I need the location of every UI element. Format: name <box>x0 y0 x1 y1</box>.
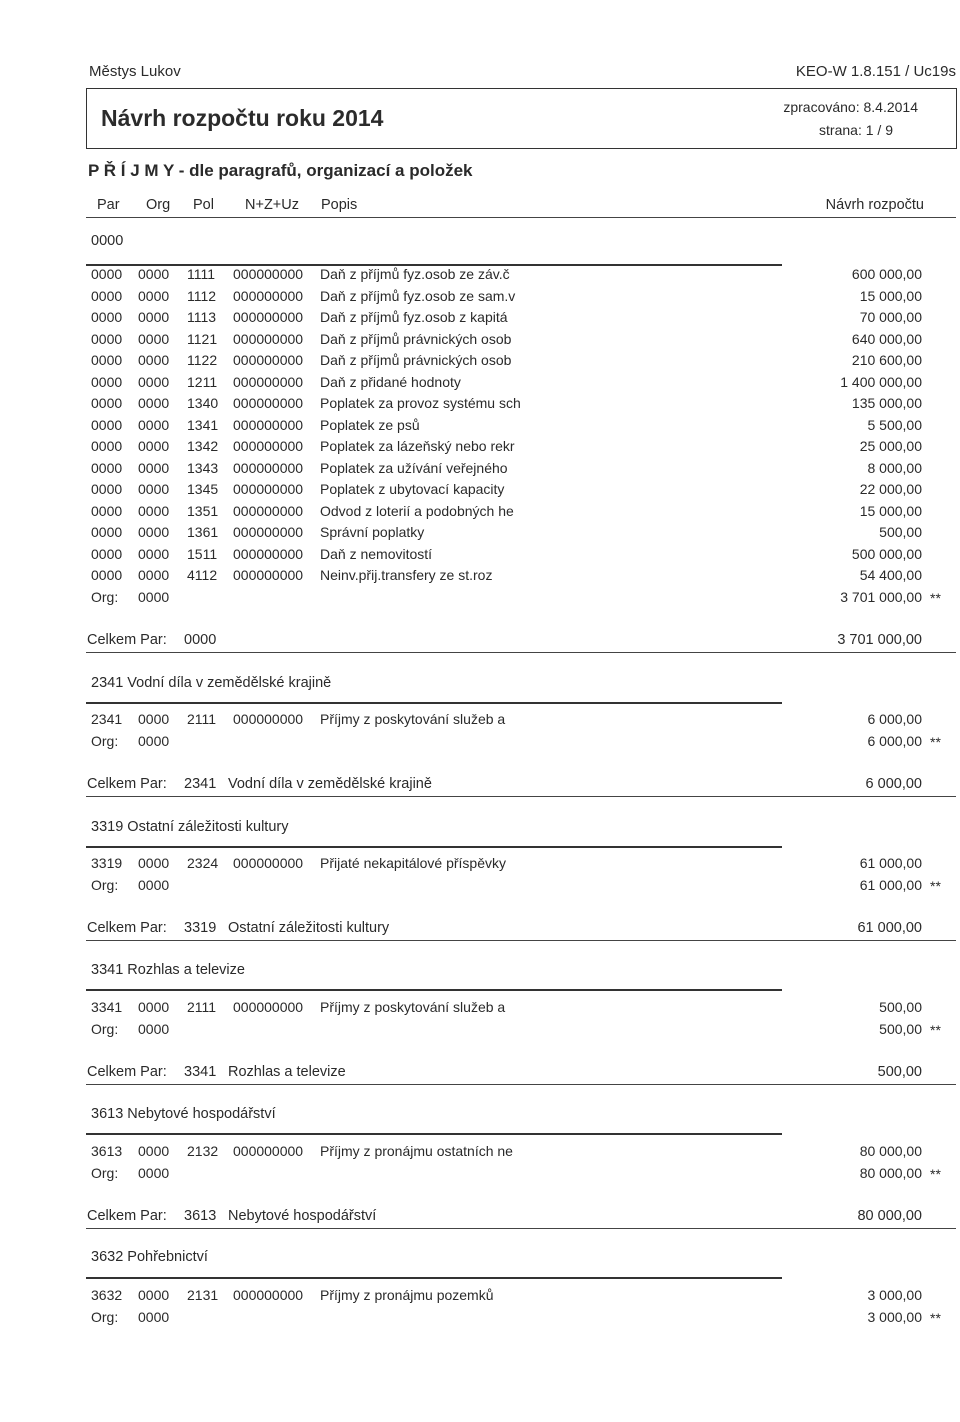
row-nzu: 000000000 <box>233 266 304 282</box>
row-pol: 1361 <box>187 524 219 540</box>
par-total-name: Nebytové hospodářství <box>228 1208 377 1224</box>
group-heading: 2341 Vodní díla v zemědělské krajině <box>91 675 332 691</box>
col-header-org: Org <box>146 197 171 213</box>
row-amount: 640 000,00 <box>851 330 922 347</box>
row-nzu: 000000000 <box>233 352 304 368</box>
row-org: 0000 <box>138 711 170 727</box>
table-row <box>91 288 791 308</box>
row-org: 0000 <box>138 1143 170 1159</box>
org-total-amount: 80 000,00 <box>859 1164 922 1181</box>
table-row <box>91 855 791 875</box>
row-pol: 1341 <box>187 416 219 433</box>
row-org: 0000 <box>138 352 170 368</box>
row-org: 0000 <box>138 481 170 497</box>
table-row <box>91 546 791 566</box>
row-pol: 2131 <box>187 1287 219 1303</box>
row-amount: 500,00 <box>879 999 922 1015</box>
row-par: 2341 <box>91 711 123 727</box>
org-total-amount: 61 000,00 <box>859 876 922 893</box>
row-par: 0000 <box>91 416 123 433</box>
org-total-amount: 500,00 <box>879 1020 922 1037</box>
row-par: 0000 <box>91 373 123 390</box>
row-nzu: 000000000 <box>233 502 304 519</box>
row-nzu: 000000000 <box>233 309 304 325</box>
page-title: Návrh rozpočtu roku 2014 <box>101 105 384 131</box>
org-total-amount: 6 000,00 <box>867 732 922 749</box>
row-pol: 1340 <box>187 395 219 411</box>
par-total-divider <box>86 940 956 941</box>
table-row <box>91 417 791 437</box>
org-total-mark: ** <box>930 1021 941 1038</box>
par-total-par: 2341 <box>184 776 217 792</box>
row-popis: Daň z příjmů fyz.osob ze sam.v <box>320 287 516 304</box>
row-par: 0000 <box>91 330 123 347</box>
group-heading: 3319 Ostatní záležitosti kultury <box>91 819 289 835</box>
row-popis: Daň z příjmů fyz.osob z kapitá <box>320 309 508 325</box>
row-par: 3341 <box>91 999 123 1015</box>
row-nzu: 000000000 <box>233 416 304 433</box>
row-pol: 1511 <box>187 545 218 562</box>
org-total-mark: ** <box>930 733 941 750</box>
row-pol: 1121 <box>187 330 218 347</box>
row-org: 0000 <box>138 266 170 282</box>
row-amount: 15 000,00 <box>859 287 922 304</box>
row-popis: Příjmy z pronájmu pozemků <box>320 1287 494 1303</box>
row-par: 0000 <box>91 567 123 583</box>
row-org: 0000 <box>138 416 170 433</box>
row-amount: 25 000,00 <box>859 438 922 454</box>
par-total-label: Celkem Par: <box>87 632 167 648</box>
row-popis: Daň z nemovitostí <box>320 545 433 562</box>
group-heading-divider <box>86 1133 782 1135</box>
row-amount: 500 000,00 <box>851 545 922 562</box>
row-org: 0000 <box>138 1287 170 1303</box>
row-popis: Odvod z loterií a podobných he <box>320 502 514 519</box>
par-total-amount: 61 000,00 <box>857 920 922 936</box>
par-total-label: Celkem Par: <box>87 1064 167 1080</box>
par-total-name: Ostatní záležitosti kultury <box>228 920 390 936</box>
row-popis: Přijaté nekapitálové příspěvky <box>320 855 506 871</box>
org-total-amount: 3 701 000,00 <box>840 588 922 605</box>
table-row <box>91 1287 791 1307</box>
row-nzu: 000000000 <box>233 330 304 347</box>
row-popis: Daň z příjmů právnických osob <box>320 330 512 347</box>
row-org: 0000 <box>138 287 170 304</box>
group-heading-divider <box>86 1277 782 1279</box>
row-pol: 1111 <box>187 266 216 282</box>
col-header-pol: Pol <box>193 197 214 213</box>
row-amount: 54 400,00 <box>859 567 922 583</box>
row-par: 0000 <box>91 459 123 476</box>
row-par: 3613 <box>91 1143 123 1159</box>
org-total-label: Org: <box>91 1164 119 1181</box>
org-total-org: 0000 <box>138 588 170 605</box>
row-par: 0000 <box>91 502 123 519</box>
row-org: 0000 <box>138 999 170 1015</box>
org-total-label: Org: <box>91 588 119 605</box>
col-header-nzu: N+Z+Uz <box>245 197 299 213</box>
page-number <box>819 122 893 138</box>
row-org: 0000 <box>138 373 170 390</box>
row-pol: 4112 <box>187 567 218 583</box>
row-nzu: 000000000 <box>233 711 304 727</box>
row-popis: Poplatek za užívání veřejného <box>320 459 508 476</box>
table-row <box>91 331 791 351</box>
row-par: 3319 <box>91 855 123 871</box>
row-amount: 15 000,00 <box>859 502 922 519</box>
row-popis: Neinv.přij.transfery ze st.roz <box>320 567 493 583</box>
group-heading: 3341 Rozhlas a televize <box>91 962 245 978</box>
row-nzu: 000000000 <box>233 567 304 583</box>
org-total-mark: ** <box>930 1309 941 1326</box>
row-nzu: 000000000 <box>233 999 304 1015</box>
row-pol: 2111 <box>187 711 217 727</box>
row-amount: 80 000,00 <box>859 1143 922 1159</box>
table-row <box>91 266 791 286</box>
par-total-par: 0000 <box>184 632 217 648</box>
par-total-par: 3613 <box>184 1208 217 1224</box>
row-org: 0000 <box>138 502 170 519</box>
group-heading: 3632 Pohřebnictví <box>91 1249 208 1265</box>
row-popis: Příjmy z poskytování služeb a <box>320 711 506 727</box>
row-nzu: 000000000 <box>233 287 304 304</box>
par-total-amount: 80 000,00 <box>857 1208 922 1224</box>
processed-label: zpracováno: <box>783 99 860 115</box>
municipality-name: Městys Lukov <box>89 63 181 80</box>
par-total-divider <box>86 652 956 653</box>
org-total-mark: ** <box>930 1165 941 1182</box>
col-header-amount: Návrh rozpočtu <box>825 197 924 213</box>
org-total-mark: ** <box>930 877 941 894</box>
group-heading: 3613 Nebytové hospodářství <box>91 1106 276 1122</box>
table-row <box>91 395 791 415</box>
row-amount: 1 400 000,00 <box>840 373 922 390</box>
table-row <box>91 711 791 731</box>
row-popis: Správní poplatky <box>320 524 425 540</box>
row-amount: 6 000,00 <box>867 711 922 727</box>
row-popis: Příjmy z pronájmu ostatních ne <box>320 1143 513 1159</box>
par-total-amount: 3 701 000,00 <box>837 632 922 648</box>
group-heading: 0000 <box>91 233 124 249</box>
org-total-org: 0000 <box>138 1164 170 1181</box>
par-total-label: Celkem Par: <box>87 920 167 936</box>
row-par: 0000 <box>91 545 123 562</box>
table-row <box>91 460 791 480</box>
par-total-divider <box>86 1084 956 1085</box>
par-total-amount: 6 000,00 <box>865 776 922 792</box>
org-total-label: Org: <box>91 876 119 893</box>
row-nzu: 000000000 <box>233 395 304 411</box>
row-popis: Příjmy z poskytování služeb a <box>320 999 506 1015</box>
title-box <box>86 88 957 149</box>
org-total-org: 0000 <box>138 1308 170 1325</box>
table-row <box>91 481 791 501</box>
table-row <box>91 352 791 372</box>
row-pol: 1122 <box>187 352 218 368</box>
page-value: 1 / 9 <box>865 122 893 138</box>
row-par: 0000 <box>91 524 123 540</box>
row-org: 0000 <box>138 545 170 562</box>
row-par: 0000 <box>91 352 123 368</box>
table-row <box>91 999 791 1019</box>
row-org: 0000 <box>138 567 170 583</box>
col-header-par: Par <box>97 197 120 213</box>
row-popis: Poplatek ze psů <box>320 416 420 433</box>
row-par: 0000 <box>91 481 123 497</box>
row-amount: 3 000,00 <box>867 1287 922 1303</box>
par-total-par: 3319 <box>184 920 217 936</box>
processed-date <box>783 99 918 115</box>
row-org: 0000 <box>138 524 170 540</box>
par-total-divider <box>86 796 956 797</box>
page-label: strana: <box>819 122 862 138</box>
row-nzu: 000000000 <box>233 524 304 540</box>
par-total-name: Vodní díla v zemědělské krajině <box>228 776 432 792</box>
group-heading-divider <box>86 702 782 704</box>
row-amount: 22 000,00 <box>859 481 922 497</box>
par-total-name: Rozhlas a televize <box>228 1064 346 1080</box>
row-popis: Daň z příjmů právnických osob <box>320 352 512 368</box>
processed-value: 8.4.2014 <box>863 99 918 115</box>
row-org: 0000 <box>138 438 170 454</box>
row-nzu: 000000000 <box>233 1143 304 1159</box>
par-total-label: Celkem Par: <box>87 1208 167 1224</box>
row-nzu: 000000000 <box>233 373 304 390</box>
column-header-divider <box>86 217 956 218</box>
row-popis: Daň z přidané hodnoty <box>320 373 461 390</box>
row-pol: 2111 <box>187 999 217 1015</box>
org-total-mark: ** <box>930 589 941 606</box>
row-amount: 5 500,00 <box>867 416 922 433</box>
row-pol: 2132 <box>187 1143 219 1159</box>
row-nzu: 000000000 <box>233 481 304 497</box>
row-amount: 61 000,00 <box>859 855 922 871</box>
row-org: 0000 <box>138 330 170 347</box>
row-par: 3632 <box>91 1287 123 1303</box>
row-pol: 1113 <box>187 309 217 325</box>
row-par: 0000 <box>91 287 123 304</box>
par-total-label: Celkem Par: <box>87 776 167 792</box>
row-org: 0000 <box>138 309 170 325</box>
row-pol: 1351 <box>187 502 219 519</box>
row-pol: 1345 <box>187 481 219 497</box>
row-nzu: 000000000 <box>233 459 304 476</box>
org-total-amount: 3 000,00 <box>867 1308 922 1325</box>
row-org: 0000 <box>138 395 170 411</box>
row-popis: Daň z příjmů fyz.osob ze záv.č <box>320 266 510 282</box>
row-pol: 1112 <box>187 287 217 304</box>
org-total-label: Org: <box>91 1020 119 1037</box>
group-heading-divider <box>86 989 782 991</box>
table-row <box>91 567 791 587</box>
table-row <box>91 438 791 458</box>
row-amount: 135 000,00 <box>851 395 922 411</box>
row-par: 0000 <box>91 395 123 411</box>
row-amount: 70 000,00 <box>859 309 922 325</box>
org-total-org: 0000 <box>138 732 170 749</box>
row-nzu: 000000000 <box>233 855 304 871</box>
row-org: 0000 <box>138 459 170 476</box>
table-row <box>91 374 791 394</box>
org-total-org: 0000 <box>138 1020 170 1037</box>
row-nzu: 000000000 <box>233 438 304 454</box>
col-header-popis: Popis <box>321 197 358 213</box>
row-nzu: 000000000 <box>233 545 304 562</box>
row-pol: 2324 <box>187 855 219 871</box>
row-pol: 1342 <box>187 438 219 454</box>
table-row <box>91 309 791 329</box>
table-row <box>91 524 791 544</box>
row-popis: Poplatek za provoz systému sch <box>320 395 521 411</box>
row-popis: Poplatek z ubytovací kapacity <box>320 481 505 497</box>
row-pol: 1211 <box>187 373 218 390</box>
row-amount: 8 000,00 <box>867 459 922 476</box>
row-org: 0000 <box>138 855 170 871</box>
row-par: 0000 <box>91 266 123 282</box>
group-heading-divider <box>86 846 782 848</box>
org-total-label: Org: <box>91 1308 119 1325</box>
par-total-divider <box>86 1228 956 1229</box>
row-popis: Poplatek za lázeňský nebo rekr <box>320 438 515 454</box>
row-amount: 500,00 <box>879 524 922 540</box>
table-row <box>91 503 791 523</box>
par-total-amount: 500,00 <box>877 1064 922 1080</box>
row-par: 0000 <box>91 438 123 454</box>
section-title: P Ř Í J M Y - dle paragrafů, organizací a položek <box>88 161 473 180</box>
org-total-label: Org: <box>91 732 119 749</box>
table-row <box>91 1143 791 1163</box>
row-par: 0000 <box>91 309 123 325</box>
row-pol: 1343 <box>187 459 219 476</box>
row-amount: 210 600,00 <box>851 352 922 368</box>
row-nzu: 000000000 <box>233 1287 304 1303</box>
report-code: KEO-W 1.8.151 / Uc19s <box>795 63 956 80</box>
par-total-par: 3341 <box>184 1064 217 1080</box>
org-total-org: 0000 <box>138 876 170 893</box>
row-amount: 600 000,00 <box>851 266 922 282</box>
